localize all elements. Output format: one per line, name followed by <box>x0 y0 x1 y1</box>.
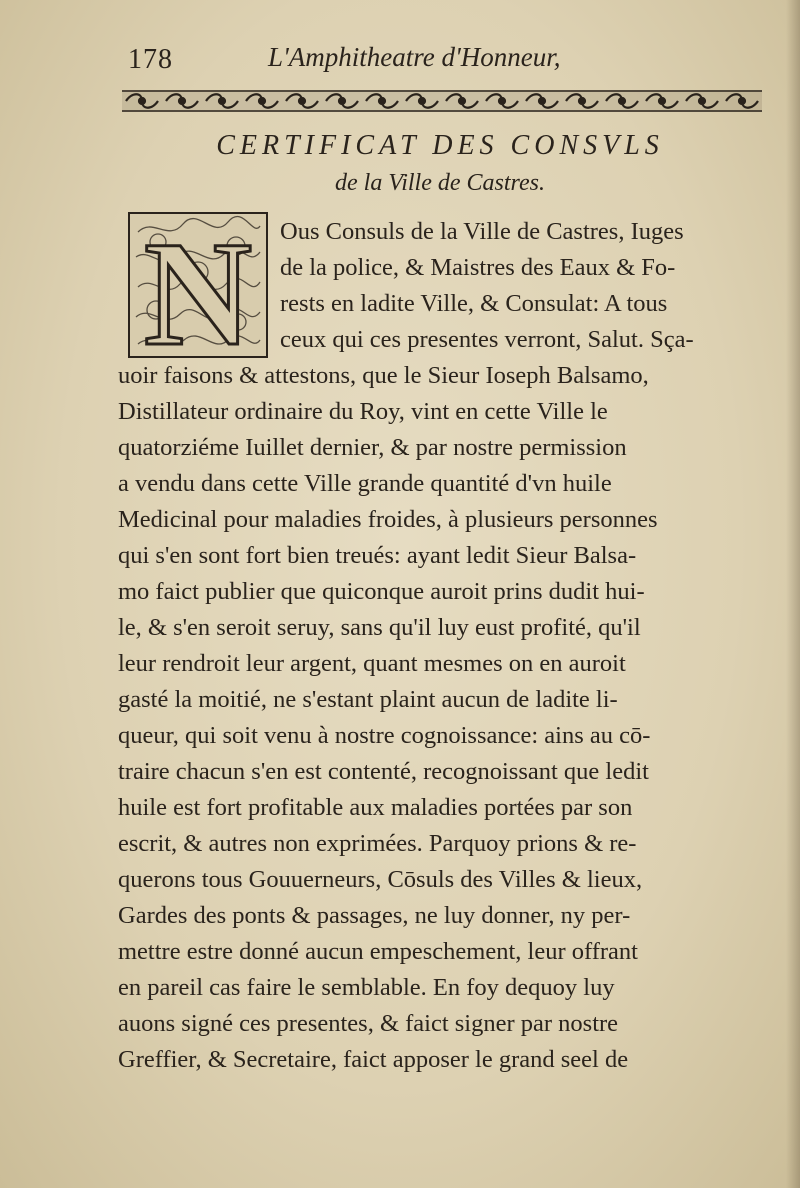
text-line: ceux qui ces presentes verront, Salut. Sça- <box>280 326 694 353</box>
ornament-dot <box>539 98 545 104</box>
ornament-dot <box>459 98 465 104</box>
text-line: rests en ladite Ville, & Consulat: A tous <box>280 290 668 317</box>
ornament-dot <box>259 98 265 104</box>
ornament-dot <box>699 98 705 104</box>
text-line: queur, qui soit venu à nostre cognoissance: ains au cō- <box>118 722 651 749</box>
ornament-dot <box>499 98 505 104</box>
ornament-dot <box>139 98 145 104</box>
text-line: leur rendroit leur argent, quant mesmes on en auroit <box>118 650 626 677</box>
text-line: auons signé ces presentes, & faict signer par nostre <box>118 1010 619 1037</box>
running-title: L'Amphitheatre d'Honneur, <box>268 42 561 72</box>
text-line: escrit, & autres non exprimées. Parquoy prions & re- <box>118 830 637 857</box>
text-line: Medicinal pour maladies froides, à plusieurs personnes <box>118 506 658 533</box>
text-line: mettre estre donné aucun empeschement, leur offrant <box>118 938 638 965</box>
ornament-dot <box>619 98 625 104</box>
text-line: traire chacun s'en est contenté, recognoissant que ledit <box>118 758 649 785</box>
decorated-initial <box>128 212 268 358</box>
text-line: mo faict publier que quiconque auroit prins dudit hui- <box>118 578 645 605</box>
ornament-dot <box>179 98 185 104</box>
text-line: uoir faisons & attestons, que le Sieur Ioseph Balsamo, <box>118 362 649 389</box>
page-number: 178 <box>128 44 173 75</box>
text-line: de la police, & Maistres des Eaux & Fo- <box>280 254 676 281</box>
heading-title: CERTIFICAT DES CONSVLS <box>216 130 664 161</box>
text-line: Ous Consuls de la Ville de Castres, Iuges <box>280 218 684 245</box>
ornament-dot <box>219 98 225 104</box>
ornament-dot <box>419 98 425 104</box>
running-head <box>118 40 758 80</box>
ornament-dot <box>739 98 745 104</box>
text-line: gasté la moitié, ne s'estant plaint aucun de ladite li- <box>118 686 618 713</box>
dropcap-letter: N <box>143 212 253 358</box>
heading-subtitle: de la Ville de Castres. <box>335 170 545 196</box>
ornament-dot <box>659 98 665 104</box>
text-line: a vendu dans cette Ville grande quantité d'vn huile <box>118 470 612 497</box>
ornamental-band <box>122 88 762 114</box>
text-line: en pareil cas faire le semblable. En foy dequoy luy <box>118 974 615 1001</box>
text-line: huile est fort profitable aux maladies portées par son <box>118 794 633 821</box>
text-line: quatorziéme Iuillet dernier, & par nostre permission <box>118 434 627 461</box>
ornament-dot <box>299 98 305 104</box>
text-line: Distillateur ordinaire du Roy, vint en cette Ville le <box>118 398 608 425</box>
text-line: Greffier, & Secretaire, faict apposer le grand seel de <box>118 1046 629 1073</box>
text-line: qui s'en sont fort bien treués: ayant ledit Sieur Balsa- <box>118 542 637 569</box>
ornament-dot <box>339 98 345 104</box>
text-line: le, & s'en seroit seruy, sans qu'il luy eust profité, qu'il <box>118 614 641 641</box>
certificate-heading <box>120 126 760 200</box>
text-line: Gardes des ponts & passages, ne luy donner, ny per- <box>118 902 631 929</box>
ornament-dot <box>379 98 385 104</box>
text-line: querons tous Gouuerneurs, Cōsuls des Villes & lieux, <box>118 866 643 893</box>
ornament-dot <box>579 98 585 104</box>
